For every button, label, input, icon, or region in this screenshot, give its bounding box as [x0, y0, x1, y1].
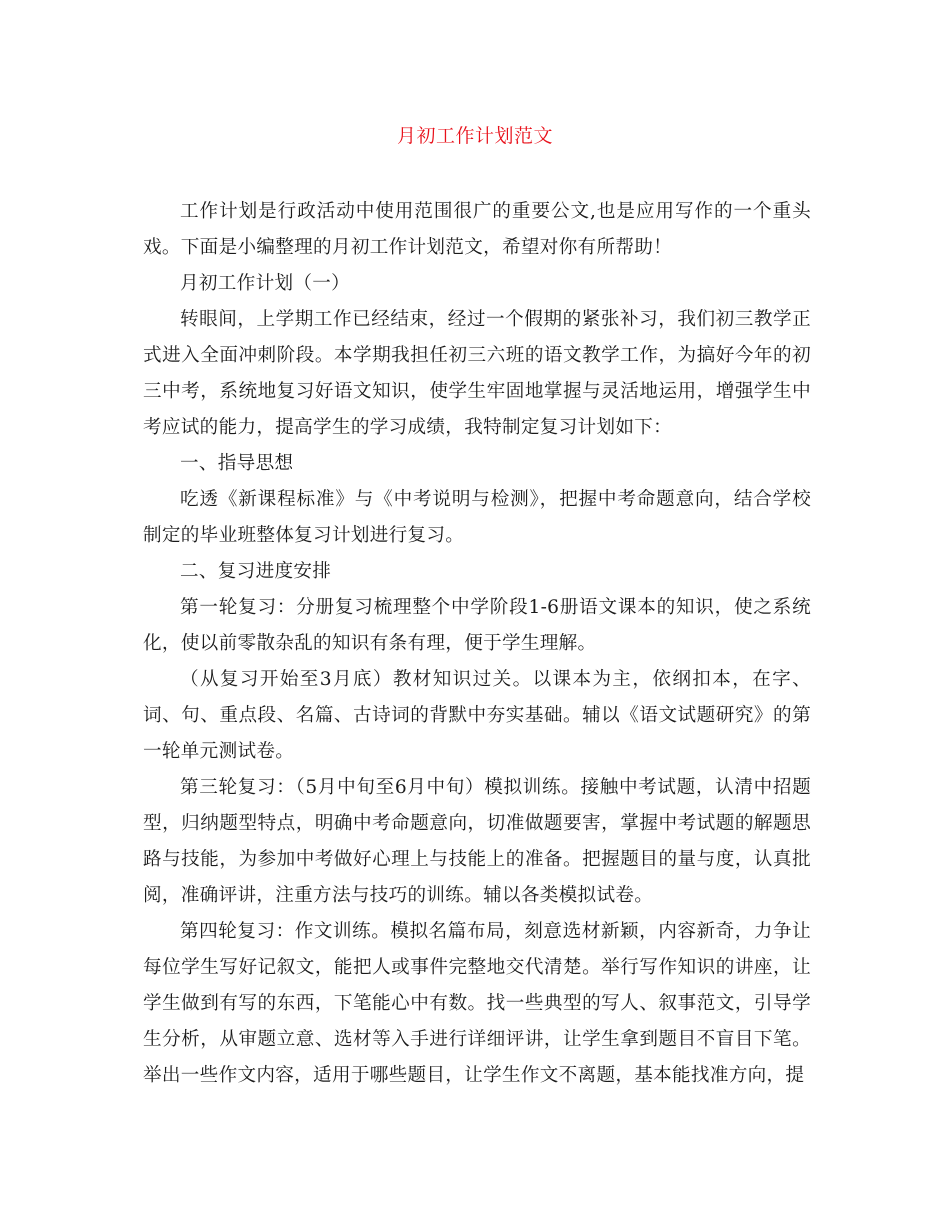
paragraph-overview: 转眼间，上学期工作已经结束，经过一个假期的紧张补习，我们初三教学正式进入全面冲刺阶段。本学期我担任初三六班的语文教学工作，为搞好今年的初三中考，系统地复习好语文知识，使学生牢固地掌握与灵活地运用，增强学生中考应试的能力，提高学生的学习成绩，我特制定复习计划如下：: [143, 309, 811, 438]
paragraph-round-four: 第四轮复习：作文训练。模拟名篇布局，刻意选材新颖，内容新奇，力争让每位学生写好记叙文，能把人或事件完整地交代清楚。举行写作知识的讲座，让学生做到有写的东西，下笔能心中有数。找一些典型的写人、叙事范文，引导学生分析，从审题立意、选材等入手进行详细评讲，让学生拿到题目不盲目下笔。举出一些作文内容，适用于哪些题目，让学生作文不离题，基本能找准方向，提: [143, 921, 811, 1086]
document-title: 月初工作计划范文: [396, 125, 553, 147]
paragraph-round-three: 第三轮复习：（5月中旬至6月中旬）模拟训练。接触中考试题，认清中招题型，归纳题型特点，明确中考命题意向，切准做题要害，掌握中考试题的解题思路与技能，为参加中考做好心理上与技能上的准备。把握题目的量与度，认真批阅，准确评讲，注重方法与技巧的训练。辅以各类模拟试卷。: [143, 777, 811, 906]
document-body: [143, 194, 811, 1094]
paragraph-guiding-ideas: 吃透《新课程标准》与《中考说明与检测》，把握中考命题意向，结合学校制定的毕业班整体复习计划进行复习。: [143, 489, 811, 546]
paragraph-round-one-detail: （从复习开始至3月底）教材知识过关。以课本为主，依纲扣本，在字、词、句、重点段、名篇、古诗词的背默中夯实基础。辅以《语文试题研究》的第一轮单元测试卷。: [143, 669, 811, 762]
section-heading-plan-one: 月初工作计划（一）: [180, 273, 351, 294]
paragraph-intro: 工作计划是行政活动中使用范围很广的重要公文,也是应用写作的一个重头戏。下面是小编整理的月初工作计划范文，希望对你有所帮助！: [143, 201, 811, 258]
section-heading-guiding-ideas: 一、指导思想: [180, 453, 294, 474]
paragraph-round-one: 第一轮复习：分册复习梳理整个中学阶段1-6册语文课本的知识，使之系统化，使以前零散杂乱的知识有条有理，便于学生理解。: [143, 597, 811, 654]
section-heading-schedule: 二、复习进度安排: [180, 561, 332, 582]
